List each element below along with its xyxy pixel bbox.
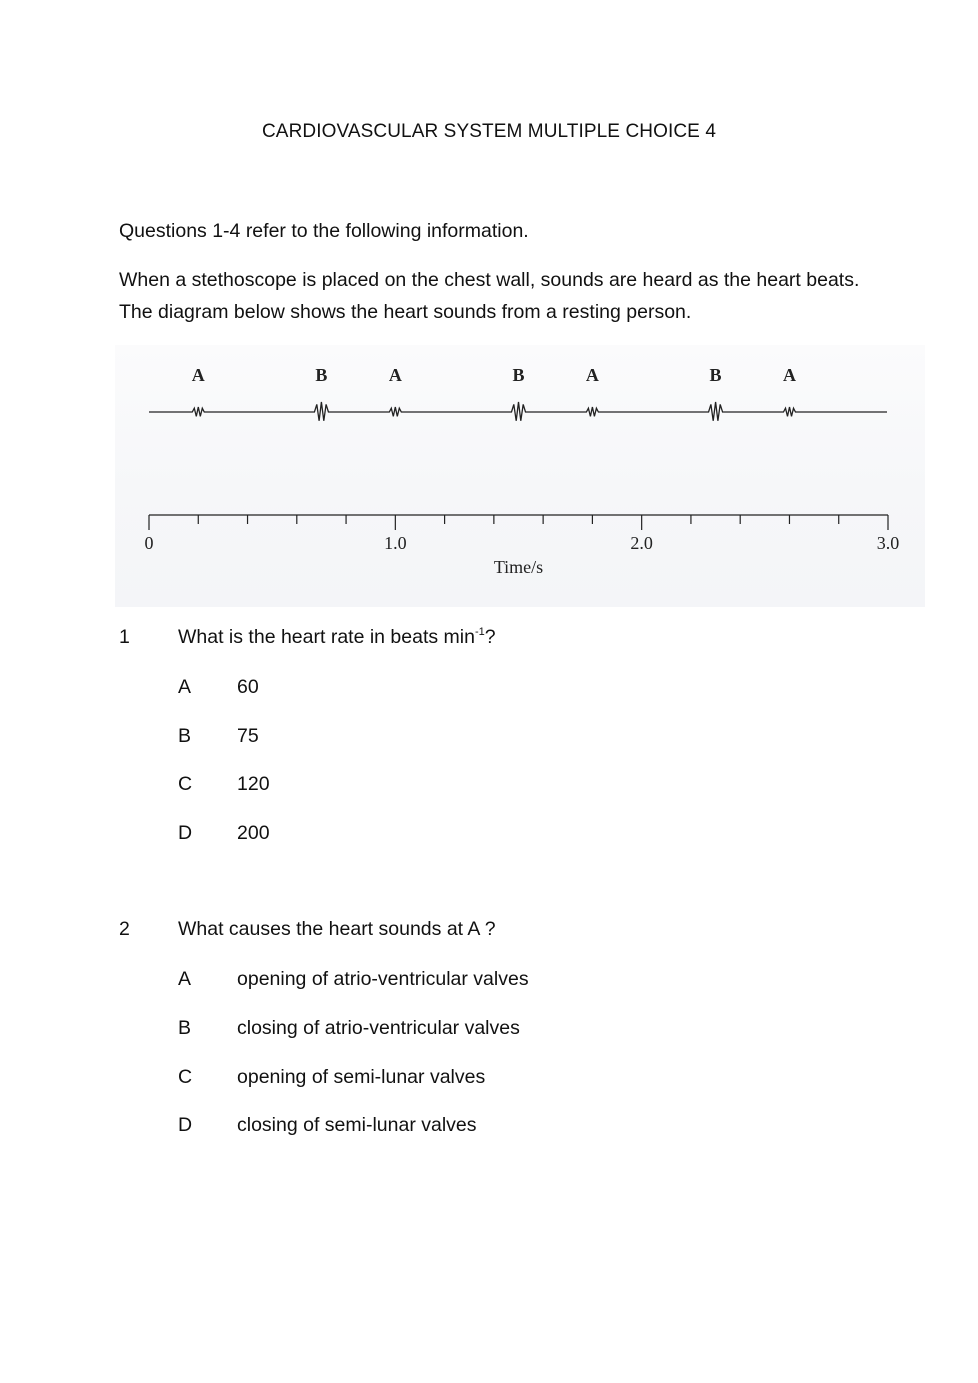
q1-option-text: 120 [237,773,270,795]
q2-option-text: closing of atrio-ventricular valves [237,1017,520,1039]
axis-tick-label: 2.0 [630,533,653,553]
q1-option-text: 60 [237,676,259,698]
sound-label: A [585,365,599,385]
sound-label: A [782,365,796,385]
q1-option-text: 75 [237,725,259,747]
q1-option-text: 200 [237,822,270,844]
axis-label: Time/s [493,557,544,577]
question-1-text [178,626,496,649]
q2-option-text: opening of semi-lunar valves [237,1066,486,1088]
sound-label: A [191,365,205,385]
heart-sound-trace [149,402,887,421]
q2-option-letter: B [178,1017,192,1039]
stem-text: When a stethoscope is placed on the chest wall, sounds are heard as the heart beats. The diagram below shows the heart sounds from a resting person. [119,269,860,323]
q1-option-letter: C [178,773,193,795]
q2-option-letter: D [178,1114,193,1136]
intro-text: Questions 1-4 refer to the following information. [119,220,529,242]
sound-label: A [388,365,402,385]
q2-option-letter: C [178,1066,193,1088]
heart-sound-svg [115,345,925,607]
q1-option-letter: D [178,822,193,844]
sound-label: B [709,365,722,385]
q2-option-text: closing of semi-lunar valves [237,1114,477,1136]
q1-option-letter: A [178,676,192,698]
q2-option-text: opening of atrio-ventricular valves [237,968,529,990]
heart-sound-diagram [115,345,925,607]
question-1-number: 1 [119,626,130,648]
axis-tick-label: 1.0 [384,533,407,553]
axis-tick-label: 0 [144,533,154,553]
q1-option-letter: B [178,725,192,747]
q2-option-letter: A [178,968,192,990]
axis-tick-label: 3.0 [876,533,900,553]
page-title: CARDIOVASCULAR SYSTEM MULTIPLE CHOICE 4 [261,121,716,142]
question-2-text: What causes the heart sounds at A ? [178,918,496,940]
question-2-number: 2 [119,918,130,940]
sound-label: B [512,365,525,385]
question-1-text-main: What is the heart rate in beats min [178,626,475,648]
question-1-text-sup: -1 [474,626,485,638]
sound-label: B [315,365,328,385]
question-1-text-suffix: ? [484,626,496,648]
